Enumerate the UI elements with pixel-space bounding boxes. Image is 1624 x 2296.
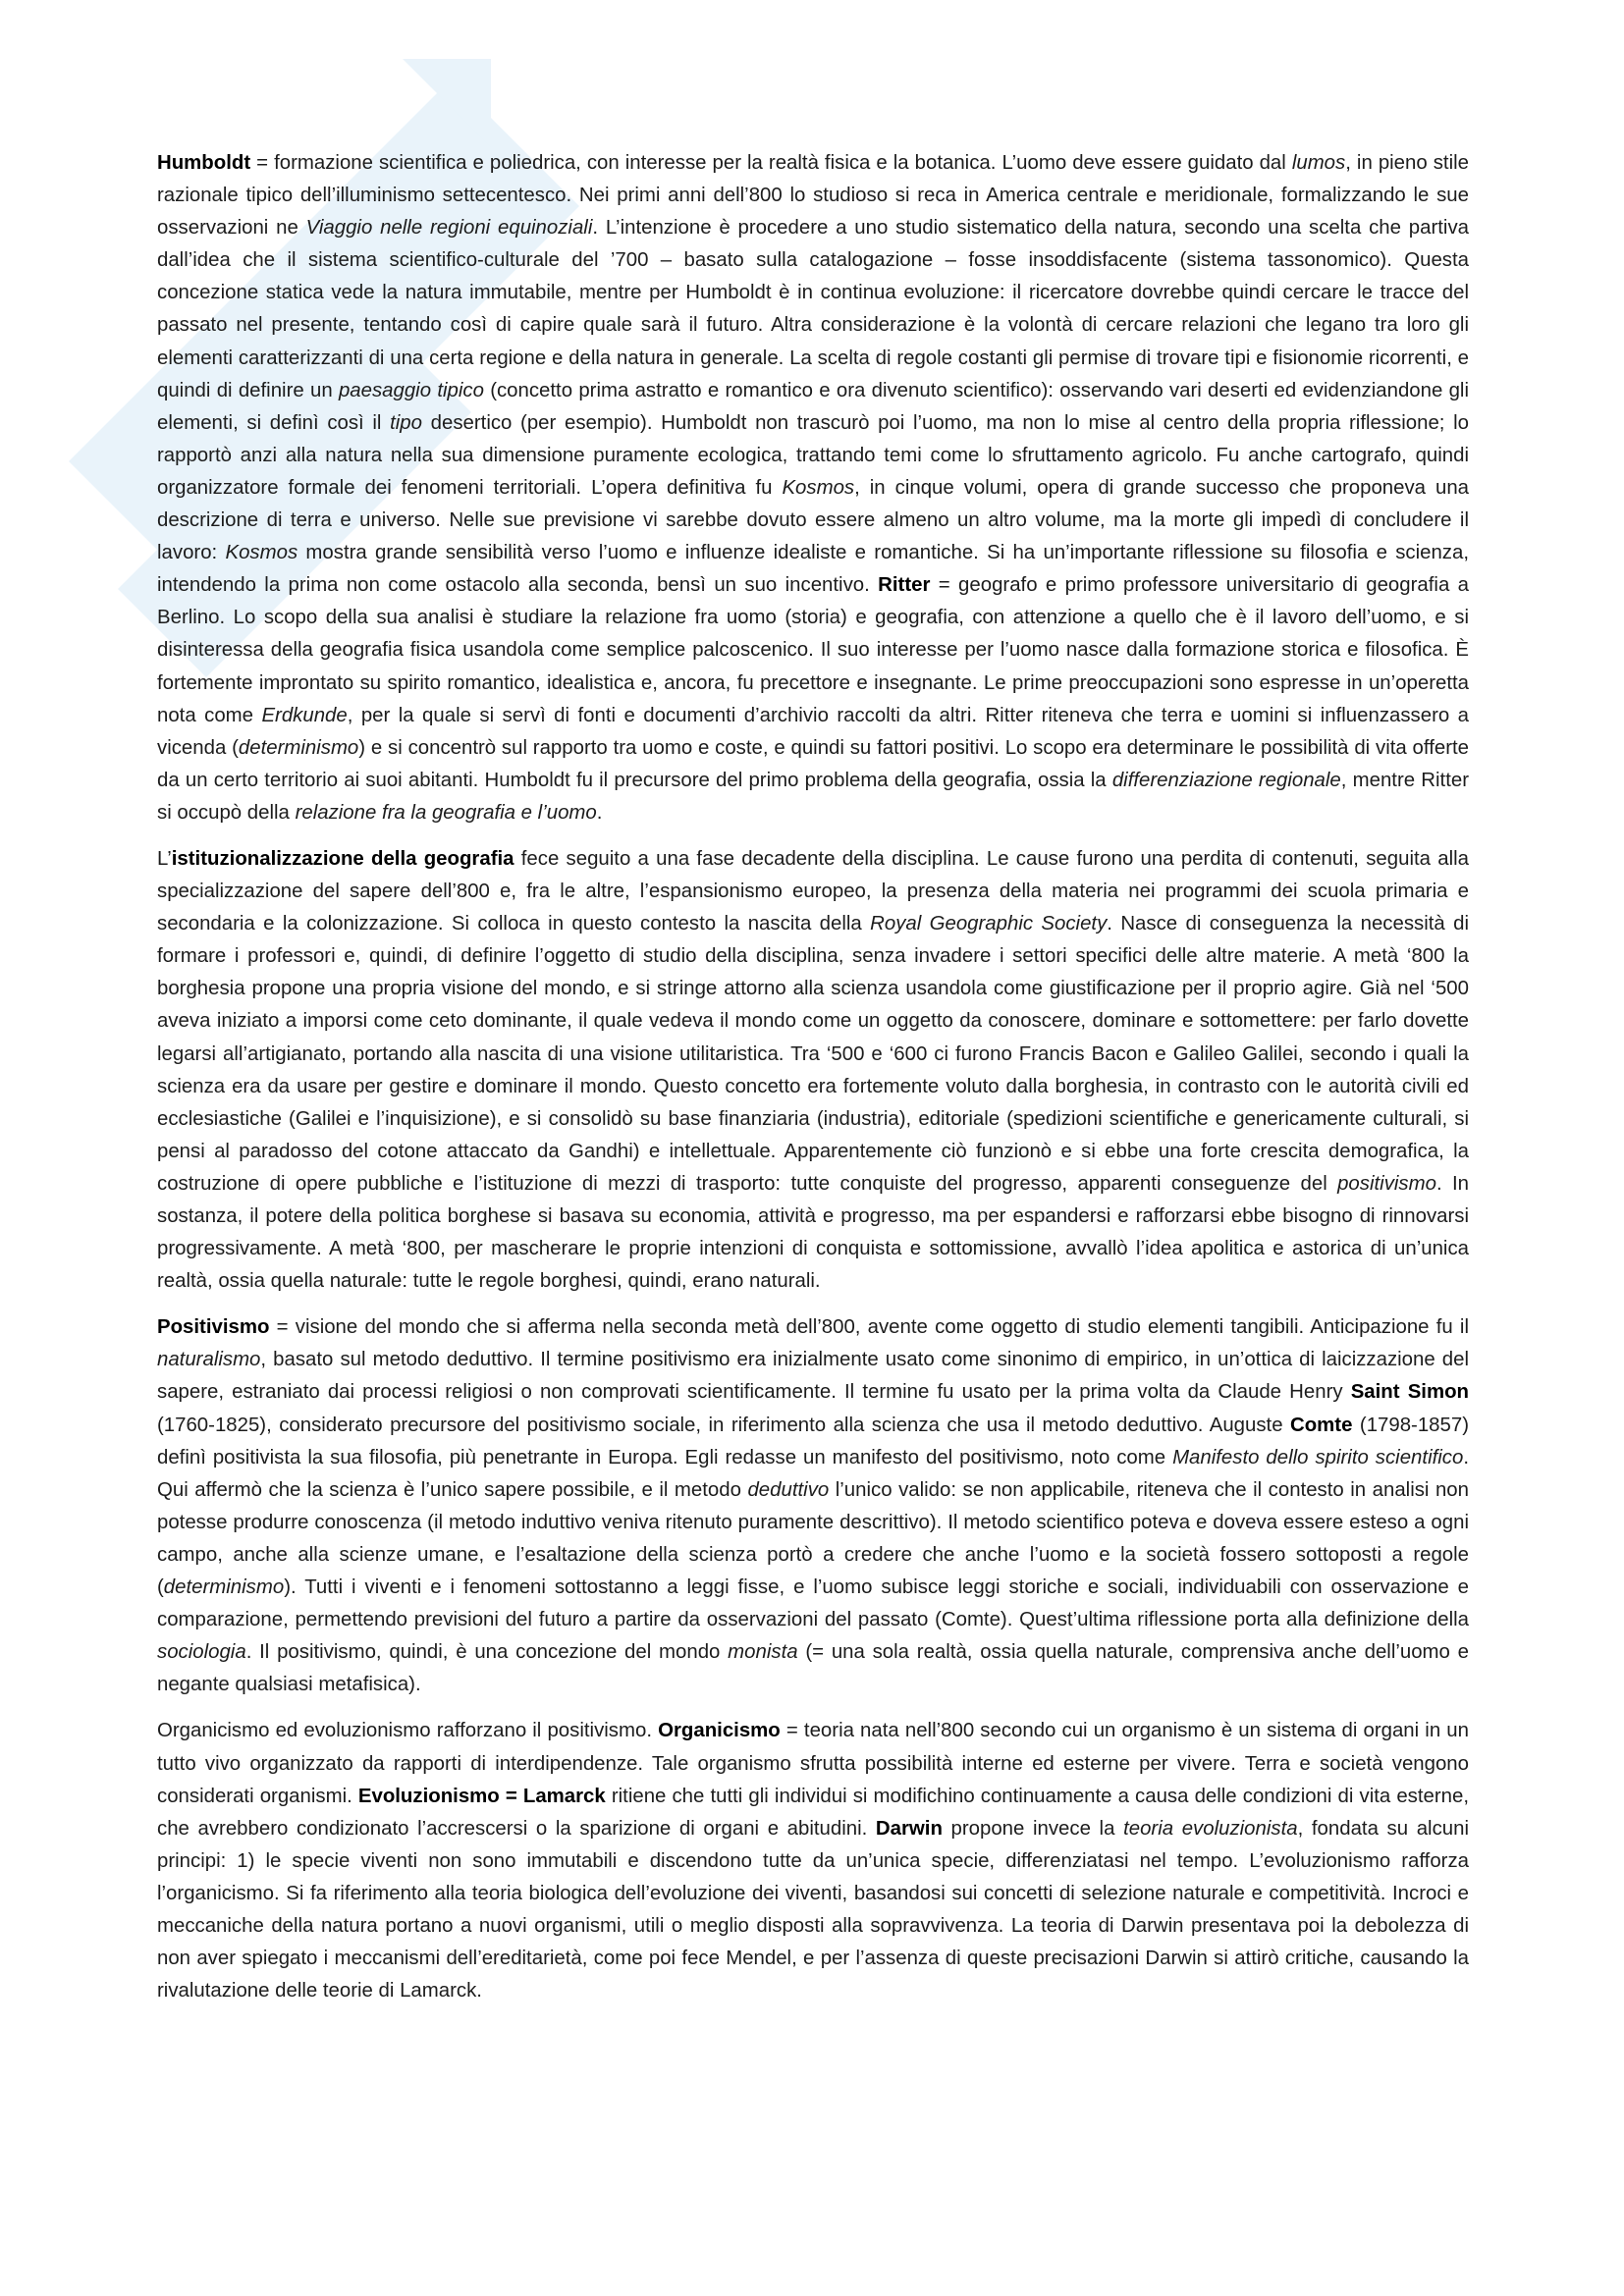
paragraph-institutionalization: [157, 843, 1469, 1298]
text-run: . Nasce di conseguenza la necessità di formare i professori e, quindi, di definire l’oggetto di studio della disciplina, senza invadere i settori specifici delle altre materie. A metà ‘800 la borghesia propone una propria visione del mondo, e si stringe attorno alla scienza usandola come giustificazione per il proprio agire. Già nel ‘500 aveva iniziato a imporsi come ceto dominante, il quale vedeva il mondo come un oggetto da conoscere, dominare e sottomettere: per farlo dovette legarsi all’artigianato, portando alla nascita di una visione utilitaristica. Tra ‘500 e ‘600 ci furono Francis Bacon e Galileo Galilei, secondo i quali la scienza era da usare per gestire e dominare il mondo. Questo concetto era fortemente voluto dalla borghesia, in contrasto con le autorità civili ed ecclesiastiche (Galilei e l’inquisizione), e si consolidò su base finanziaria (industria), editoriale (spedizioni scientifiche e genericamente culturali, si pensi al paradosso del cotone attaccato da Gandhi) e intellettuale. Apparentemente ciò funzionò e si ebbe una forte crescita demografica, la costruzione di opere pubbliche e l’istituzione di mezzi di trasporto: tutte conquiste del progresso, apparenti conseguenze del: [157, 913, 1470, 1195]
text-run: (1798-1857) definì positivista la sua filosofia, più penetrante in Europa. Egli redasse un manifesto del positivismo, noto come: [157, 1414, 1469, 1468]
text-run: = formazione scientifica e poliedrica, con interesse per la realtà fisica e la botanica. L’uomo deve essere guidato dal: [250, 152, 1292, 174]
italic-term: determinismo: [163, 1576, 285, 1599]
italic-term: Royal Geographic Society: [870, 913, 1108, 935]
bold-term: Evoluzionismo = Lamarck: [357, 1785, 606, 1807]
italic-term: differenziazione regionale: [1111, 769, 1341, 791]
text-run: mostra grande sensibilità verso l’uomo e influenze idealiste e romantiche. Si ha un’importante riflessione su filosofia e scienza, intendendo la prima non come ostacolo alla seconda, bensì un suo incentivo.: [157, 542, 1469, 597]
bold-term: Humboldt: [157, 152, 251, 174]
text-run: = teoria nata nell’800 secondo cui un organismo è un sistema di organi in un tutto vivo organizzato da rapporti di interdipendenze. Tale organismo sfrutta possibilità interne ed esterne per vivere. Terra e società vengono considerati organismi.: [157, 1720, 1469, 1807]
text-run: (concetto prima astratto e romantico e ora divenuto scientifico): osservando vari deserti ed evidenziandone gli elementi, si definì così il: [157, 379, 1469, 434]
italic-term: positivismo: [1337, 1172, 1436, 1195]
text-run: , basato sul metodo deduttivo. Il termine positivismo era inizialmente usato come sinonimo di empirico, in un’ottica di laicizzazione del sapere, estraniato dai processi religiosi o non comprovati scientificamente. Il termine fu usato per la prima volta da Claude Henry: [157, 1349, 1469, 1404]
italic-term: monista: [728, 1641, 798, 1664]
italic-term: relazione fra la geografia e l’uomo: [295, 801, 597, 824]
bold-term: Organicismo: [658, 1720, 781, 1742]
italic-term: paesaggio tipico: [338, 379, 484, 401]
text-run: ritiene che tutti gli individui si modifichino continuamente a causa delle condizioni di vita esterne, che avrebbero condizionato l’accrescersi o la sparizione di organi e abitudini.: [157, 1785, 1470, 1840]
italic-term: determinismo: [238, 736, 359, 759]
bold-term: Comte: [1290, 1414, 1353, 1436]
text-run: . L’intenzione è procedere a uno studio sistematico della natura, secondo una scelta che partiva dall’idea che il sistema scientifico-culturale del ’700 – basato sulla catalogazione – fosse insoddisfacente (sistema tassonomico). Questa concezione statica vede la natura immutabile, mentre per Humboldt è in continua evoluzione: il ricercatore dovrebbe quindi cercare le tracce del passato nel presente, tentando così di capire quale sarà il futuro. Altra considerazione è la volontà di cercare relazioni che legano tra loro gli elementi caratterizzanti di una certa regione e della natura in generale. La scelta di regole costanti gli permise di trovare tipi e fisionomie ricorrenti, e quindi di definire un: [157, 217, 1469, 401]
paragraph-positivism: [157, 1311, 1469, 1701]
text-run: . Il positivismo, quindi, è una concezione del mondo: [245, 1641, 729, 1664]
bold-term: Positivismo: [157, 1316, 270, 1339]
text-run: l’unico valido: se non applicabile, riteneva che il contesto in analisi non potesse produrre conoscenza (il metodo induttivo veniva ritenuto puramente descrittivo). Il metodo scientifico poteva e doveva essere esteso a ogni campo, anche alla scienze umane, e l’esaltazione della scienza portò a credere che anche l’uomo e la società fossero sottoposti a regole (: [157, 1478, 1469, 1599]
text-run: , per la quale si servì di fonti e documenti d’archivio raccolti da altri. Ritter riteneva che terra e uomini si influenzassero a vicenda (: [157, 704, 1469, 759]
text-run: (1760-1825), considerato precursore del positivismo sociale, in riferimento alla scienza che usa il metodo deduttivo. Auguste: [157, 1414, 1290, 1436]
text-run: , mentre Ritter si occupò della: [157, 769, 1469, 824]
italic-term: naturalismo: [157, 1349, 261, 1371]
bold-term: Darwin: [875, 1817, 943, 1840]
document-body: [157, 147, 1469, 2021]
italic-term: Kosmos: [225, 542, 298, 564]
text-run: fece seguito a una fase decadente della disciplina. Le cause furono una perdita di contenuti, seguita alla specializzazione del sapere dell’800 e, fra le altre, l’espansionismo europeo, la presenza della materia nei programmi dei scuola primaria e secondaria e la colonizzazione. Si colloca in questo contesto la nascita della: [157, 847, 1469, 935]
italic-term: Kosmos: [782, 476, 855, 499]
italic-term: tipo: [390, 411, 422, 434]
text-run: . In sostanza, il potere della politica borghese si basava su economia, attività e progresso, ma per espandersi e rafforzarsi ebbe bisogno di rinnovarsi progressivamente. A metà ‘800, per mascherare le proprie intenzioni di conquista e sottomissione, avvallò l’idea apolitica e astorica di un’unica realtà, ossia quella naturale: tutte le regole borghesi, quindi, erano naturali.: [157, 1172, 1469, 1293]
italic-term: lumos: [1291, 152, 1346, 174]
paragraph-humboldt-ritter: [157, 147, 1469, 829]
text-run: = geografo e primo professore universitario di geografia a Berlino. Lo scopo della sua analisi è studiare la relazione fra uomo (storia) e geografia, con attenzione a quello che è il lavoro dell’uomo, e si disinteressa della geografia fisica usandola come semplice palcoscenico. Il suo interesse per l’uomo nasce dalla formazione storica e filosofica. È fortemente improntato su spirito romantico, idealistica e, ancora, fu precettore e insegnante. Le prime preoccupazioni sono espresse in un’operetta nota come: [157, 574, 1469, 726]
text-run: propone invece la: [942, 1817, 1124, 1840]
text-run: (= una sola realtà, ossia quella naturale, comprensiva anche dell’uomo e negante qualsiasi metafisica).: [157, 1641, 1469, 1696]
bold-term: Saint Simon: [1350, 1381, 1469, 1404]
text-run: .: [596, 801, 603, 824]
paragraph-organicism-evolutionism: [157, 1715, 1469, 2007]
italic-term: Manifesto dello spirito scientifico: [1172, 1446, 1464, 1468]
text-run: desertico (per esempio). Humboldt non trascurò poi l’uomo, ma non lo mise al centro della propria riflessione; lo rapportò anzi alla natura nella sua dimensione puramente ecologica, trattando temi come lo sfruttamento agricolo. Fu anche cartografo, quindi organizzatore formale dei fenomeni territoriali. L’opera definitiva fu: [157, 411, 1469, 499]
text-run: = visione del mondo che si afferma nella seconda metà dell’800, avente come oggetto di studio elementi tangibili. Anticipazione fu il: [269, 1316, 1469, 1339]
text-run: , in cinque volumi, opera di grande successo che proponeva una descrizione di terra e universo. Nelle sue previsione vi sarebbe dovuto essere almeno un altro volume, ma la morte gli impedì di concludere il lavoro:: [157, 476, 1470, 564]
italic-term: sociologia: [157, 1641, 246, 1664]
text-run: Organicismo ed evoluzionismo rafforzano il positivismo.: [157, 1720, 659, 1742]
text-run: , in pieno stile razionale tipico dell’illuminismo settecentesco. Nei primi anni dell’800 lo studioso si reca in America centrale e meridionale, formalizzando le sue osservazioni ne: [157, 152, 1469, 240]
italic-term: Erdkunde: [261, 704, 348, 726]
bold-term: istituzionalizzazione della geografia: [171, 847, 514, 870]
bold-term: Ritter: [878, 574, 931, 597]
text-run: ) e si concentrò sul rapporto tra uomo e coste, e quindi su fattori positivi. Lo scopo era determinare le possibilità di vita offerte da un certo territorio ai suoi abitanti. Humboldt fu il precursore del primo problema della geografia, ossia la: [157, 736, 1469, 791]
italic-term: teoria evoluzionista: [1123, 1817, 1298, 1840]
italic-term: Viaggio nelle regioni equinoziali: [305, 217, 593, 240]
text-run: L’: [157, 847, 172, 870]
text-run: , fondata su alcuni principi: 1) le specie viventi non sono immutabili e discendono tutte da un’unica specie, differenziatasi nel tempo. L’evoluzionismo rafforza l’organicismo. Si fa riferimento alla teoria biologica dell’evoluzione dei viventi, basandosi sui concetti di selezione naturale e competitività. Incroci e meccaniche della natura portano a nuovi organismi, utili o meglio disposti alla sopravvivenza. La teoria di Darwin presentava poi la debolezza di non aver spiegato i meccanismi dell’ereditarietà, come poi fece Mendel, e per l’assenza di queste precisazioni Darwin si attirò critiche, causando la rivalutazione delle teorie di Lamarck.: [157, 1817, 1469, 2002]
text-run: . Qui affermò che la scienza è l’unico sapere possibile, e il metodo: [157, 1446, 1469, 1501]
text-run: ). Tutti i viventi e i fenomeni sottostanno a leggi fisse, e l’uomo subisce leggi storiche e sociali, individuabili con osservazione e comparazione, permettendo previsioni del futuro a partire da osservazioni del passato (Comte). Quest’ultima riflessione porta alla definizione della: [157, 1576, 1469, 1631]
italic-term: deduttivo: [747, 1478, 830, 1501]
